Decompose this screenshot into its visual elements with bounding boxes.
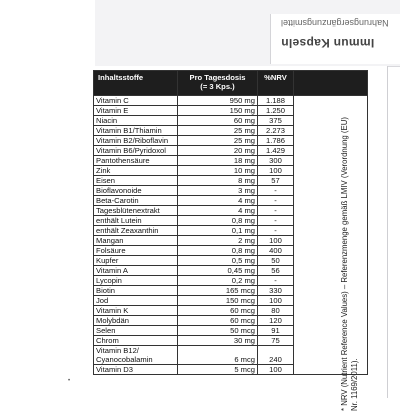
- table-header-row: [94, 71, 368, 96]
- row-dose: 2 mg: [178, 236, 258, 246]
- row-nrv: 1.786: [258, 136, 294, 146]
- row-nrv: 100: [258, 166, 294, 176]
- nrv-footnote: * NRV (Nutrient Reference Values) – Referenzmenge gemäß LMIV (Verordnung (EU) Nr. 1169/2011).: [340, 117, 359, 411]
- row-ingredient-name: enthält Lutein: [94, 216, 178, 226]
- row-nrv: 120: [258, 316, 294, 326]
- row-nrv: 330: [258, 286, 294, 296]
- row-nrv: 80: [258, 306, 294, 316]
- row-dose: 5 mcg: [178, 365, 258, 375]
- row-ingredient-name: Vitamin E: [94, 106, 178, 116]
- row-ingredient-name: Kupfer: [94, 256, 178, 266]
- row-dose: 0,2 mg: [178, 276, 258, 286]
- row-nrv: -: [258, 226, 294, 236]
- row-nrv: 1.429: [258, 146, 294, 156]
- nutrition-panel: [87, 66, 387, 411]
- row-ingredient-name: Mangan: [94, 236, 178, 246]
- row-nrv: -: [258, 276, 294, 286]
- row-nrv: 57: [258, 176, 294, 186]
- row-ingredient-name: Molybdän: [94, 316, 178, 326]
- row-dose: 165 mcg: [178, 286, 258, 296]
- row-dose: 4 mg: [178, 196, 258, 206]
- row-nrv: 300: [258, 156, 294, 166]
- table-row: [94, 96, 368, 106]
- row-nrv: -: [258, 196, 294, 206]
- row-ingredient-name: Bioflavonoide: [94, 186, 178, 196]
- row-nrv: -: [258, 186, 294, 196]
- row-ingredient-name: Chrom: [94, 336, 178, 346]
- row-dose: 10 mg: [178, 166, 258, 176]
- row-dose: 0,1 mg: [178, 226, 258, 236]
- row-ingredient-name: Vitamin B6/Pyridoxol: [94, 146, 178, 156]
- row-nrv: 75: [258, 336, 294, 346]
- row-dose: 4 mg: [178, 206, 258, 216]
- row-nrv: 91: [258, 326, 294, 336]
- row-dose: 50 mcg: [178, 326, 258, 336]
- row-ingredient-name: Jod: [94, 296, 178, 306]
- header-dose: [178, 71, 258, 96]
- row-ingredient-name: Pantothensäure: [94, 156, 178, 166]
- row-dose: 20 mg: [178, 146, 258, 156]
- row-ingredient-name: Folsäure: [94, 246, 178, 256]
- row-dose: 8 mg: [178, 176, 258, 186]
- row-ingredient-name: Vitamin A: [94, 266, 178, 276]
- header-nrv: %NRV: [258, 71, 294, 96]
- row-ingredient-name: Biotin: [94, 286, 178, 296]
- row-ingredient-name: Selen: [94, 326, 178, 336]
- row-dose: 60 mcg: [178, 306, 258, 316]
- row-nrv: 56: [258, 266, 294, 276]
- row-dose: 150 mcg: [178, 296, 258, 306]
- row-dose: 25 mg: [178, 126, 258, 136]
- row-dose: 60 mcg: [178, 316, 258, 326]
- row-nrv: 2.273: [258, 126, 294, 136]
- row-ingredient-name: Vitamin B2/Riboflavin: [94, 136, 178, 146]
- nutrition-table-body: [94, 96, 368, 375]
- header-footnote-column: [294, 71, 368, 96]
- row-ingredient-name-line1: Vitamin B12/: [96, 346, 139, 355]
- box-edge-line: [387, 66, 388, 398]
- box-top-flap: [95, 0, 400, 67]
- row-ingredient-name-line2: Cyanocobalamin: [96, 355, 153, 364]
- row-dose: 950 mg: [178, 96, 258, 106]
- row-dose: 60 mg: [178, 116, 258, 126]
- row-nrv: 400: [258, 246, 294, 256]
- mirrored-sub-text: Nahrungsergänzungsmittel: [281, 18, 389, 28]
- row-nrv: 240: [258, 346, 294, 365]
- row-ingredient-name: Vitamin C: [94, 96, 178, 106]
- header-dose-line1: Pro Tagesdosis: [189, 73, 246, 82]
- row-dose: 3 mg: [178, 186, 258, 196]
- header-dose-line2: (= 3 Kps.): [200, 82, 235, 91]
- row-nrv: -: [258, 216, 294, 226]
- row-ingredient-name: [94, 346, 178, 365]
- row-nrv: -: [258, 206, 294, 216]
- row-ingredient-name: Beta-Carotin: [94, 196, 178, 206]
- header-ingredients: Inhaltsstoffe: [94, 71, 178, 96]
- row-ingredient-name: enthält Zeaxanthin: [94, 226, 178, 236]
- row-dose: 0,8 mg: [178, 216, 258, 226]
- row-nrv: 375: [258, 116, 294, 126]
- row-nrv: 100: [258, 365, 294, 375]
- row-dose: 150 mg: [178, 106, 258, 116]
- row-ingredient-name: Tagesblütenextrakt: [94, 206, 178, 216]
- row-dose: 25 mg: [178, 136, 258, 146]
- row-nrv: 1.188: [258, 96, 294, 106]
- row-ingredient-name: Vitamin K: [94, 306, 178, 316]
- row-dose: 0,45 mg: [178, 266, 258, 276]
- row-ingredient-name: Zink: [94, 166, 178, 176]
- row-dose: 0,5 mg: [178, 256, 258, 266]
- row-ingredient-name: Lycopin: [94, 276, 178, 286]
- row-dose: 0,8 mg: [178, 246, 258, 256]
- row-ingredient-name: Vitamin B1/Thiamin: [94, 126, 178, 136]
- nutrition-table: [93, 70, 368, 375]
- edge-mark: •: [68, 378, 71, 384]
- row-ingredient-name: Niacin: [94, 116, 178, 126]
- row-dose: 6 mcg: [178, 346, 258, 365]
- box-top-panel: [270, 14, 400, 64]
- row-dose: 18 mg: [178, 156, 258, 166]
- row-dose: 30 mg: [178, 336, 258, 346]
- row-ingredient-name: Vitamin D3: [94, 365, 178, 375]
- row-nrv: 100: [258, 236, 294, 246]
- row-nrv: 100: [258, 296, 294, 306]
- row-nrv: 50: [258, 256, 294, 266]
- mirrored-brand-text: Immun Kapseln: [281, 36, 375, 50]
- row-nrv: 1.250: [258, 106, 294, 116]
- row-ingredient-name: Eisen: [94, 176, 178, 186]
